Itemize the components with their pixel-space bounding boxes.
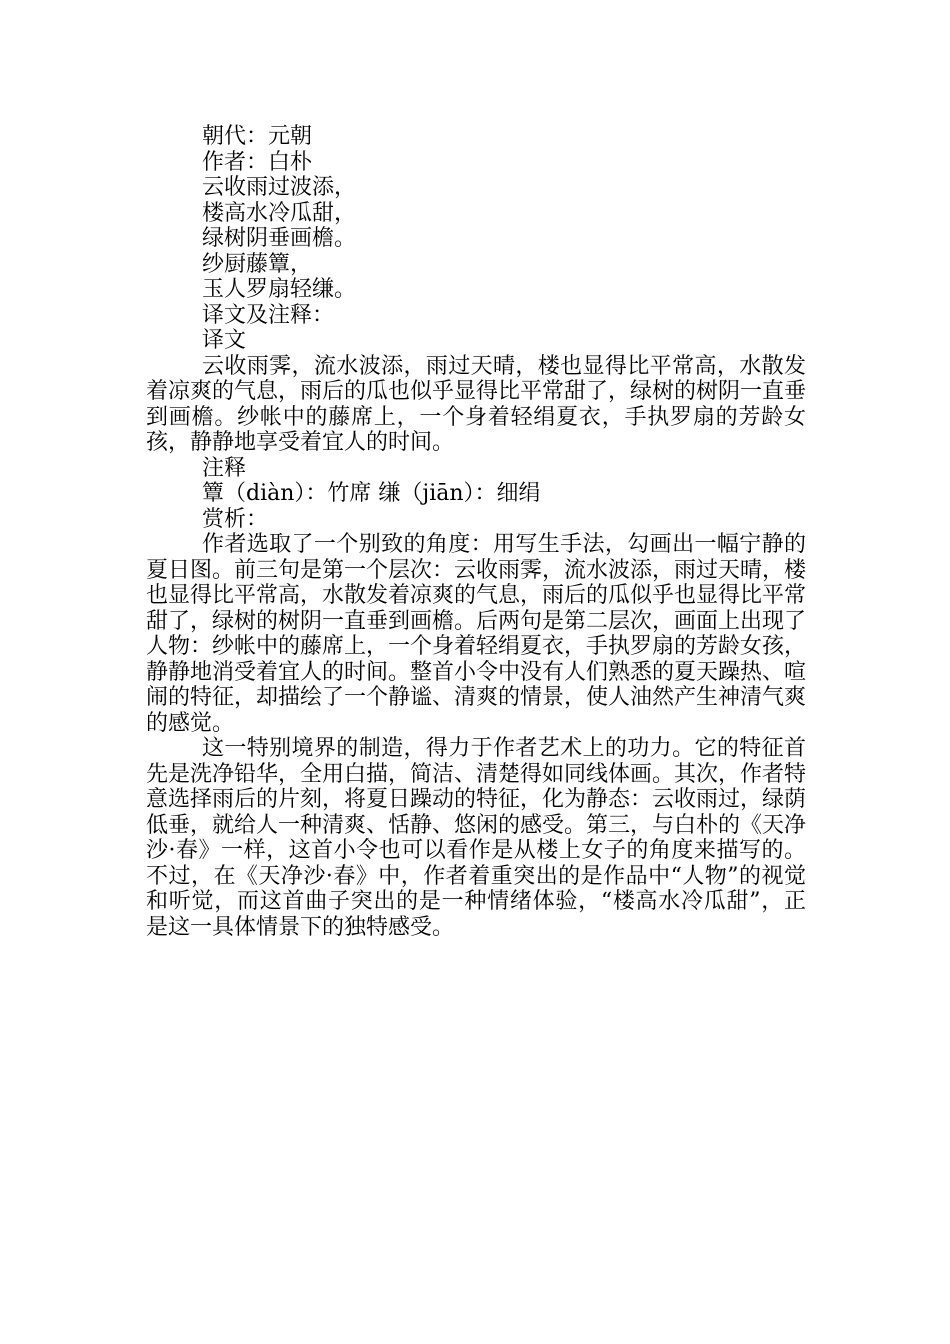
- poem-line: 玉人罗扇轻缣。: [202, 277, 357, 302]
- poem-line: 云收雨过波添，: [202, 175, 357, 200]
- dynasty-line: 朝代：元朝: [202, 124, 313, 149]
- document-page: [146, 124, 806, 940]
- appreciation-paragraph: 作者选取了一个别致的角度：用写生手法，勾画出一幅宁静的夏日图。前三句是第一个层次：云收雨霁，流水波添，雨过天晴，楼也显得比平常高，水散发着凉爽的气息，雨后的瓜似乎也显得比平常甜了，绿树的树阴一直垂到画檐。后两句是第二层次，画面上出现了人物：纱帐中的藤席上，一个身着轻绢夏衣，手执罗扇的芳龄女孩，静静地消受着宜人的时间。整首小令中没有人们熟悉的夏天躁热、喧闹的特征，却描绘了一个静谧、清爽的情景，使人油然产生神清气爽的感觉。: [146, 532, 807, 736]
- poem-line: 楼高水冷瓜甜，: [202, 200, 357, 226]
- translation-paragraph: 云收雨霁，流水波添，雨过天晴，楼也显得比平常高，水散发着凉爽的气息，雨后的瓜也似乎显得比平常甜了，绿树的树阴一直垂到画檐。纱帐中的藤席上，一个身着轻绢夏衣，手执罗扇的芳龄女孩，静静地享受着宜人的时间。: [146, 353, 807, 455]
- notes-text: 簟（diàn）：竹席 缣（jiān）：细绢: [202, 481, 541, 506]
- appreciation-paragraph: 这一特别境界的制造，得力于作者艺术上的功力。它的特征首先是洗净铅华，全用白描，简洁、清楚得如同线体画。其次，作者特意选择雨后的片刻，将夏日躁动的特征，化为静态：云收雨过，绿荫低垂，就给人一种清爽、恬静、悠闲的感受。第三，与白朴的《天净沙·春》一样，这首小令也可以看作是从楼上女子的角度来描写的。不过，在《天净沙·春》中，作者着重突出的是作品中“人物”的视觉和听觉，而这首曲子突出的是一种情绪体验，“楼高水冷瓜甜”，正是这一具体情景下的独特感受。: [146, 736, 807, 940]
- appreciation-heading: 赏析：: [202, 506, 269, 532]
- translation-notes-heading: 译文及注释：: [202, 302, 335, 328]
- poem-line: 纱厨藤簟，: [202, 251, 313, 277]
- author-line: 作者：白朴: [202, 149, 313, 175]
- notes-heading: 注释: [202, 455, 247, 481]
- translation-heading: 译文: [202, 328, 247, 353]
- poem-line: 绿树阴垂画檐。: [202, 226, 357, 251]
